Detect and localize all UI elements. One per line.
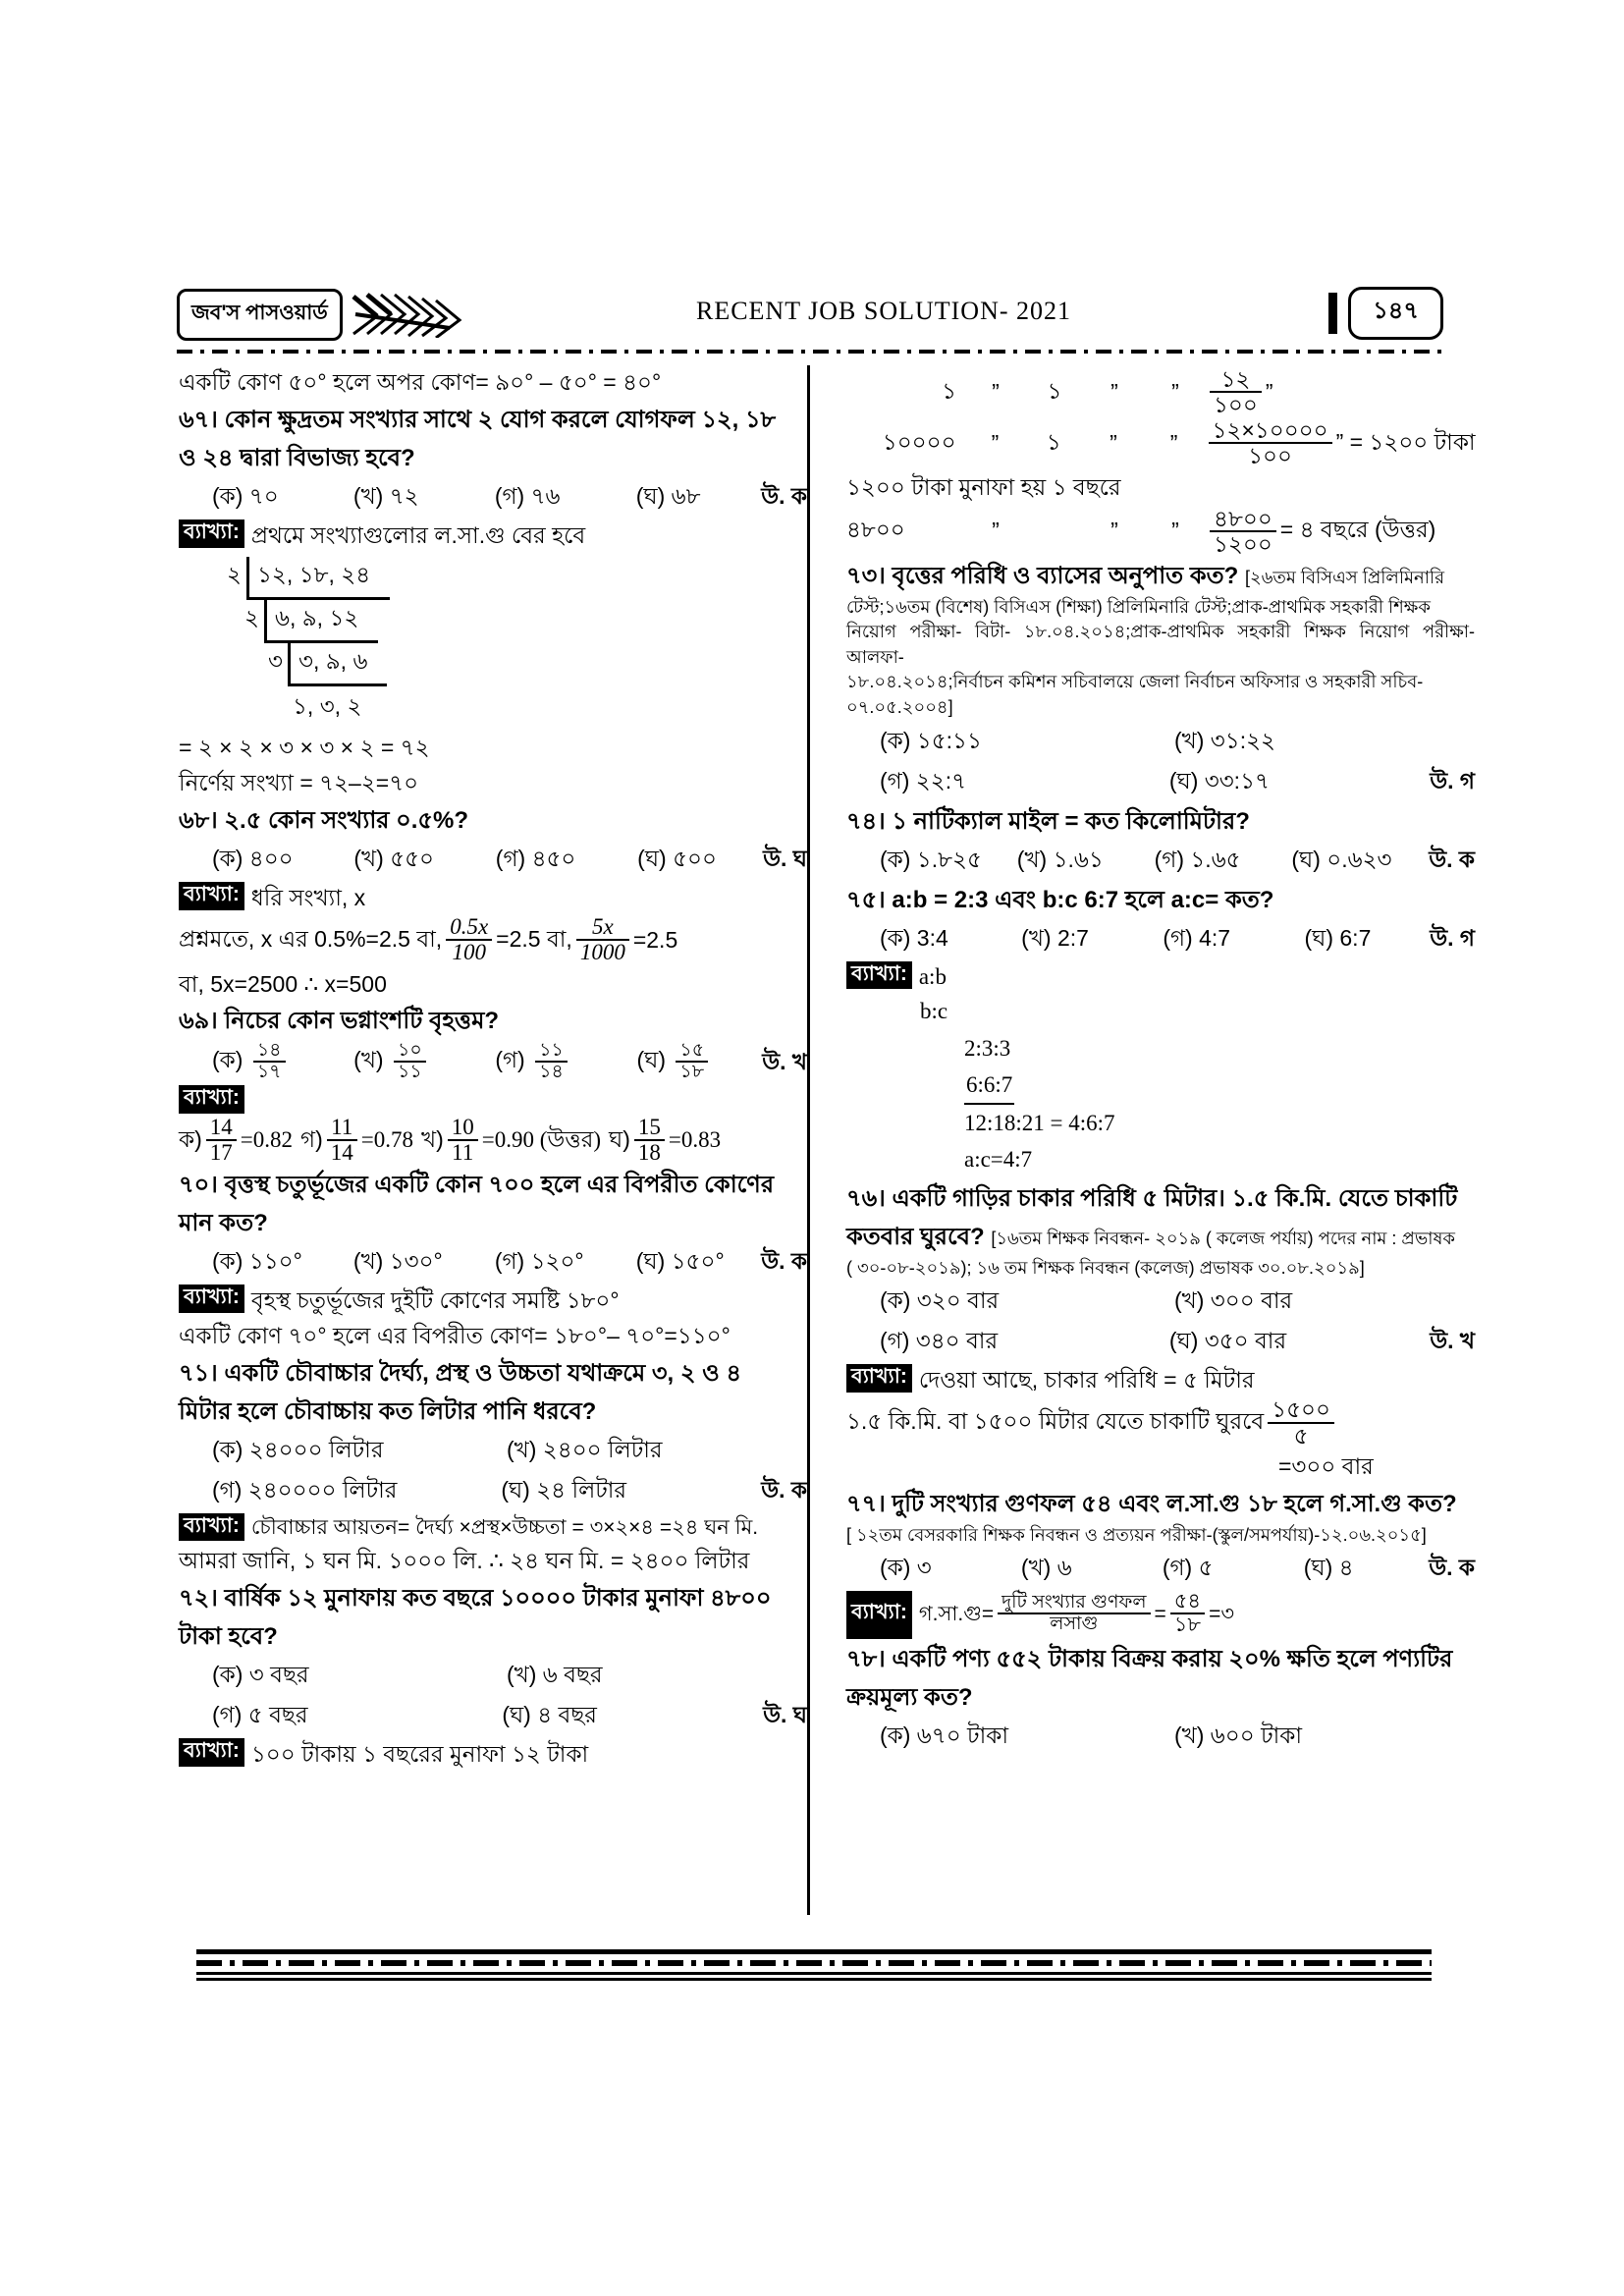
explanation-tag: ব্যাখ্যা: — [179, 1085, 244, 1114]
left-column — [179, 365, 807, 1917]
fraction-numerator: ১১ — [539, 1040, 564, 1062]
fraction-numerator: 11 — [331, 1115, 353, 1140]
answer-key: উ. ঘ — [763, 1701, 807, 1727]
question-68-explanation — [179, 882, 807, 913]
fraction-denominator: ১৮ — [676, 1061, 708, 1082]
explanation-tag: ব্যাখ্যা: — [179, 1738, 244, 1767]
question-70-work: একটি কোণ ৭০° হলে এর বিপরীত কোণ= ১৮০°– ৭০°=১১০° — [179, 1322, 731, 1348]
question-69-working — [179, 1116, 807, 1165]
question-73-title: ৭৩। বৃত্তের পরিধি ও ব্যাসের অনুপাত কত? — [846, 562, 1239, 589]
option-fraction — [253, 1041, 286, 1082]
amount: ৪৮০০ — [846, 517, 905, 543]
answer-key: উ. খ — [1430, 1328, 1475, 1354]
question-76-line1: ৭৬। একটি গাড়ির চাকার পরিধি ৫ মিটার। ১.৫ কি.মি. যেতে চাকাটি — [846, 1184, 1458, 1212]
question-77-text: ৭৭। দুটি সংখ্যার গুণফল ৫৪ এবং ল.সা.গু ১৮ হলে গ.সা.গু কত? — [846, 1490, 1457, 1517]
explanation-tag: ব্যাখ্যা: — [179, 882, 244, 910]
fraction-denominator: 14 — [327, 1139, 357, 1165]
option-gha[interactable]: (ঘ) ৩৫০ বার — [1168, 1328, 1287, 1354]
ratio-result: a:c=4:7 — [964, 1147, 1033, 1173]
proportion-row-4 — [846, 507, 1475, 556]
option-ka[interactable]: (ক) ৩ — [880, 1555, 932, 1581]
working-mid-2: =2.5 — [632, 926, 678, 953]
question-75 — [846, 883, 1475, 1178]
question-67-explanation — [179, 519, 807, 551]
explanation-tag: ব্যাখ্যা: — [846, 961, 912, 990]
footer-divider-dashed — [196, 1960, 1432, 1966]
work-label-kha: খ) — [420, 1125, 444, 1152]
question-75-options — [846, 920, 1475, 958]
column-divider — [807, 365, 810, 1915]
question-74-options — [846, 842, 1475, 880]
option-ga[interactable]: (গ) ১২০° — [494, 1248, 584, 1275]
question-77-citation: [ ১২তম বেসরকারি শিক্ষক নিবন্ধন ও প্রত্যয়ন পরীক্ষা-(স্কুল/সমপর্যায়)-১২.০৬.২০১৫] — [846, 1524, 1427, 1545]
work-value: =0.82 — [240, 1127, 293, 1153]
ditto-mark: ” — [1110, 429, 1117, 456]
work-label-gha: ঘ) — [609, 1125, 630, 1152]
ditto-mark: ” — [1110, 378, 1118, 405]
question-69-options — [179, 1041, 807, 1082]
question-73-citation-4: ১৮.০৪.২০১৪;নির্বাচন কমিশন সচিবালয়ে জেলা নির্বাচন অফিসার ও সহকারী সচিব- — [846, 672, 1424, 692]
explanation-text: প্রথমে সংখ্যাগুলোর ল.সা.গু বের হবে — [250, 521, 586, 548]
option-label: (গ) — [495, 1047, 525, 1073]
question-73-options-row2 — [846, 763, 1475, 801]
rotation-fraction — [1268, 1397, 1334, 1447]
option-fraction — [535, 1041, 568, 1082]
work-value: =0.90 (উত্তর) — [481, 1126, 602, 1152]
question-71-explanation — [179, 1513, 807, 1542]
question-76 — [846, 1181, 1475, 1484]
question-68-text: ৬৮। ২.৫ কোন সংখ্যার ০.৫%? — [179, 807, 469, 835]
question-69-explanation — [179, 1085, 807, 1114]
proportion-statement: ১২০০ টাকা মুনাফা হয় ১ বছরে — [846, 473, 1121, 500]
fraction-denominator: ১৪ — [535, 1061, 568, 1082]
question-78 — [846, 1642, 1475, 1756]
ditto-mark: ” — [1169, 429, 1178, 456]
option-ka[interactable]: (ক) ১.৮২৫ — [880, 846, 982, 872]
explanation-tag: ব্যাখ্যা: — [846, 1591, 912, 1639]
explanation-text: বৃহস্থ চতুর্ভূজের দুইটি কোণের সমষ্টি ১৮০° — [250, 1287, 620, 1314]
question-70 — [179, 1168, 807, 1352]
lcm-ladder — [179, 557, 807, 727]
ratio-label-ab: a:b — [918, 963, 947, 989]
page-number-marker — [1328, 293, 1337, 334]
value-fraction — [1170, 1591, 1205, 1636]
header-divider — [177, 350, 1448, 354]
option-label: (ক) — [212, 1047, 244, 1073]
option-ga[interactable]: (গ) ২৪০০০০ লিটার — [212, 1476, 398, 1503]
formula-fraction — [998, 1593, 1150, 1634]
option-ga[interactable]: (গ) ৭৬ — [494, 482, 561, 509]
fraction-numerator: ১৫ — [679, 1040, 705, 1062]
footer-divider-solid-bottom — [196, 1978, 1432, 1981]
question-67-line2: ও ২৪ দ্বারা বিভাজ্য হবে? — [179, 444, 415, 471]
fraction-denominator: 1000 — [576, 939, 629, 964]
lcm-row — [208, 557, 807, 600]
years: ১ — [1046, 428, 1061, 455]
question-68-final: বা, 5x=2500 ∴ x=500 — [179, 970, 387, 997]
question-76-working — [846, 1397, 1475, 1447]
fraction-numerator: 0.5x — [450, 914, 489, 940]
option-ga[interactable]: (গ) 4:7 — [1163, 924, 1231, 951]
question-76-title-2: কতবার ঘুরবে? — [846, 1223, 985, 1250]
work-value: =0.78 — [360, 1127, 413, 1153]
fraction-denominator: 100 — [446, 939, 492, 964]
explanation-text: দেওয়া আছে, চাকার পরিধি = ৫ মিটার — [918, 1367, 1255, 1394]
explanation-tag: ব্যাখ্যা: — [846, 1364, 912, 1393]
fraction-denominator: ১৭ — [253, 1061, 286, 1082]
option-label: (ঘ) — [636, 1047, 666, 1073]
option-gha[interactable]: (ঘ) ৪ — [1303, 1555, 1354, 1581]
option-ka[interactable] — [212, 1041, 353, 1082]
result-text: = ৪ বছরে (উত্তর) — [1279, 517, 1436, 543]
fraction-numerator: ৫৪ — [1173, 1590, 1202, 1613]
explanation-tag: ব্যাখ্যা: — [179, 1285, 244, 1313]
fraction-numerator: 15 — [637, 1115, 661, 1140]
fraction-denominator: 17 — [206, 1139, 237, 1165]
lcm-remainder: ১, ৩, ২ — [293, 693, 362, 720]
explanation-tag: ব্যাখ্যা: — [179, 1513, 244, 1542]
answer-key: উ. ক — [1429, 846, 1475, 872]
question-77-options — [846, 1550, 1475, 1588]
question-75-text: ৭৫। a:b = 2:3 এবং b:c 6:7 হলে a:c= কত? — [846, 886, 1274, 913]
hcf-label: গ.সা.গু= — [918, 1602, 995, 1625]
option-kha[interactable]: (খ) ৩১:২২ — [1174, 727, 1275, 753]
option-kha[interactable]: (খ) 2:7 — [1021, 924, 1089, 951]
option-ka[interactable]: (ক) ১১০° — [212, 1248, 302, 1275]
option-ga[interactable]: (গ) ২২:৭ — [880, 767, 967, 793]
work-label-ka: ক) — [179, 1125, 202, 1152]
ditto-mark: ” — [992, 378, 1000, 405]
fraction-denominator: লসাগু — [998, 1613, 1150, 1634]
decorative-scribble — [352, 291, 509, 338]
lcm-divisor: ৩ — [268, 648, 283, 675]
ratio-label-bc: b:c — [920, 998, 948, 1023]
profit-fraction — [1209, 418, 1332, 467]
question-72-line1: ৭২। বার্ষিক ১২ মুনাফায় কত বছরে ১০০০০ টাকার মুনাফা ৪৮০০ — [179, 1584, 772, 1612]
profit-fraction — [1210, 367, 1262, 416]
question-75-explanation — [846, 961, 1475, 993]
option-gha[interactable]: (ঘ) ১৫০° — [635, 1248, 725, 1275]
question-72-continuation — [846, 367, 1475, 556]
option-ka[interactable]: (ক) ৩২০ বার — [880, 1287, 1000, 1314]
years: ১ — [1047, 377, 1062, 404]
answer-key: উ. ক — [1429, 1555, 1476, 1581]
answer-key: উ. গ — [1430, 924, 1475, 951]
question-68-working — [179, 915, 807, 964]
question-73 — [846, 559, 1475, 801]
question-72 — [179, 1581, 807, 1770]
footer-divider-solid-mid — [196, 1972, 1432, 1975]
question-73-text — [846, 559, 1475, 594]
question-74 — [846, 804, 1475, 880]
option-kha[interactable]: (খ) ৭২ — [352, 482, 419, 509]
option-gha[interactable]: (ঘ) 6:7 — [1304, 924, 1372, 951]
option-gha[interactable]: (ঘ) ৩৩:১৭ — [1168, 767, 1270, 793]
header-title: RECENT JOB SOLUTION- 2021 — [695, 297, 1072, 325]
fraction-denominator: ১০০ — [1209, 442, 1332, 467]
equals-sign: = — [1154, 1602, 1166, 1625]
ditto-mark: ” — [1171, 378, 1179, 405]
work-fraction — [327, 1116, 357, 1165]
option-ga[interactable]: (গ) ১.৬৫ — [1154, 846, 1241, 872]
option-kha[interactable]: (খ) ২৪০০ লিটার — [507, 1436, 663, 1462]
question-76-options-row1 — [846, 1283, 1475, 1321]
question-78-line2: ক্রয়মূল্য কত? — [846, 1683, 973, 1711]
ditto-mark: ” — [1265, 378, 1273, 405]
lcm-row — [249, 643, 807, 686]
question-71 — [179, 1356, 807, 1578]
lcm-row — [226, 600, 807, 643]
question-76-result: =৩০০ বার — [1278, 1452, 1374, 1479]
answer-key: উ. খ — [762, 1049, 808, 1075]
question-67-line1: ৬৭। কোন ক্ষুদ্রতম সংখ্যার সাথে ২ যোগ করলে যোগফল ১২, ১৮ — [179, 406, 777, 433]
fraction-numerator: ১০ — [397, 1040, 422, 1062]
question-70-explanation — [179, 1285, 807, 1316]
ditto-mark: ” — [1110, 518, 1118, 544]
option-gha[interactable]: (ঘ) ২৪ লিটার — [501, 1476, 627, 1503]
question-73-citation-3: নিয়োগ পরীক্ষা- বিটা- ১৮.০৪.২০১৪;প্রাক-প্রাথমিক সহকারী শিক্ষক নিয়োগ পরীক্ষা- আলফা- — [846, 622, 1475, 667]
fraction-second — [576, 915, 629, 964]
question-71-work: আমরা জানি, ১ ঘন মি. ১০০০ লি. ∴ ২৪ ঘন মি. = ২৪০০ লিটার — [179, 1547, 750, 1573]
question-72-options-row1 — [179, 1657, 807, 1695]
option-ka[interactable]: (ক) 3:4 — [880, 924, 948, 951]
work-fraction — [206, 1116, 237, 1165]
fraction-denominator: ১২০০ — [1210, 530, 1276, 556]
question-71-options-row2 — [179, 1472, 807, 1510]
option-kha[interactable]: (খ) ১.৬১ — [1016, 846, 1104, 872]
carryover-line: একটি কোণ ৫০° হলে অপর কোণ= ৯০° – ৫০° = ৪০° — [179, 369, 662, 395]
brand-logo: জব'স পাসওয়ার্ড — [177, 289, 343, 341]
question-72-options-row2 — [179, 1697, 807, 1735]
hcf-formula — [919, 1591, 1234, 1636]
lcm-product: = ২ × ২ × ৩ × ৩ × ২ = ৭২ — [179, 735, 430, 761]
lcm-values: ১২, ১৮, ২৪ — [246, 557, 390, 600]
question-75-working — [846, 1030, 1475, 1178]
explanation-tag: ব্যাখ্যা: — [179, 519, 244, 548]
option-gha[interactable]: (ঘ) ৪ বছর — [502, 1701, 597, 1727]
option-kha[interactable]: (খ) ৬০০ টাকা — [1174, 1722, 1303, 1748]
question-77 — [846, 1487, 1475, 1639]
question-70-line2: মান কত? — [179, 1210, 268, 1237]
option-ga[interactable] — [495, 1041, 636, 1082]
explanation-text: চৌবাচ্চার আয়তন= দৈর্ঘ্য ×প্রস্থ×উচ্চতা = ৩×২×৪ =২৪ ঘন মি. — [250, 1515, 759, 1539]
fraction-denominator: ১৮ — [1170, 1613, 1205, 1636]
question-76-options-row2 — [846, 1323, 1475, 1361]
question-72-explanation — [179, 1738, 807, 1770]
fraction-numerator: 5x — [591, 914, 614, 940]
question-71-line2: মিটার হলে চৌবাচ্চায় কত লিটার পানি ধরবে? — [179, 1397, 597, 1425]
question-71-options-row1 — [179, 1432, 807, 1470]
question-68 — [179, 803, 807, 1001]
fraction-numerator: 14 — [209, 1115, 233, 1140]
question-69 — [179, 1004, 807, 1165]
years-fraction — [1210, 507, 1276, 556]
answer-key: উ. ক — [761, 1248, 808, 1275]
fraction-first — [446, 915, 492, 964]
fraction-numerator: ১৫০০ — [1272, 1396, 1330, 1423]
option-kha[interactable]: (খ) ৫৫০ — [353, 846, 435, 872]
option-label: (খ) — [353, 1047, 384, 1073]
page-number: ১৪৭ — [1348, 287, 1443, 340]
option-kha[interactable]: (খ) ৩০০ বার — [1174, 1287, 1293, 1314]
working-prefix: ১.৫ কি.মি. বা ১৫০০ মিটার যেতে চাকাটি ঘুরবে — [846, 1408, 1265, 1435]
question-69-text: ৬৯। নিচের কোন ভগ্নাংশটি বৃহত্তম? — [179, 1008, 500, 1035]
option-ka[interactable]: (ক) ২৪০০০ লিটার — [212, 1436, 384, 1462]
option-kha[interactable] — [353, 1041, 495, 1082]
work-fraction — [448, 1116, 478, 1165]
amount: ১০০০০ — [882, 428, 956, 455]
question-68-options — [179, 841, 807, 879]
work-fraction — [634, 1116, 665, 1165]
working-mid-1: =2.5 বা, — [496, 925, 572, 952]
question-73-citation-start: [২৬তম বিসিএস প্রিলিমিনারি — [1245, 567, 1445, 587]
question-70-options — [179, 1243, 807, 1282]
proportion-row-1 — [846, 367, 1475, 416]
option-kha[interactable]: (খ) ৬ বছর — [507, 1661, 603, 1687]
explanation-text: ধরি সংখ্যা, x — [250, 885, 366, 911]
question-70-line1: ৭০। বৃত্তস্থ চতুর্ভূজের একটি কোন ৭০০ হলে এর বিপরীত কোণের — [179, 1172, 775, 1199]
fraction-denominator: ৫ — [1268, 1422, 1334, 1448]
option-ka[interactable]: (ক) ১৫:১১ — [880, 727, 982, 753]
ratio-row-3: 12:18:21 = 4:6:7 — [964, 1111, 1115, 1136]
fraction-numerator: 10 — [451, 1115, 474, 1140]
option-gha[interactable]: (ঘ) ৫০০ — [637, 846, 717, 872]
page-header — [177, 283, 1453, 348]
fraction-denominator: ১১ — [394, 1061, 426, 1082]
answer-key: উ. ঘ — [763, 846, 808, 872]
ratio-row-1: 2:3:3 — [964, 1035, 1011, 1061]
question-72-line2: টাকা হবে? — [179, 1622, 278, 1650]
option-gha[interactable]: (ঘ) ০.৬২৩ — [1291, 846, 1392, 872]
answer-key: উ. ক — [761, 1476, 807, 1503]
result-text: ” = ১২০০ টাকা — [1335, 428, 1476, 455]
question-78-options-row1 — [846, 1718, 1475, 1756]
lcm-divisor: ২ — [244, 605, 259, 631]
fraction-numerator: দুটি সংখ্যার গুণফল — [1001, 1592, 1147, 1613]
footer-divider-solid-top — [196, 1949, 1432, 1954]
lcm-values: ৩, ৯, ৬ — [288, 643, 387, 686]
question-76-line2 — [846, 1220, 1475, 1255]
amount: ১ — [942, 377, 956, 404]
option-gha[interactable]: (ঘ) ৬৮ — [635, 482, 701, 509]
option-ga[interactable]: (গ) ৪৫০ — [495, 846, 576, 872]
fraction-numerator: ১২ — [1220, 366, 1251, 392]
fraction-denominator: ১০০ — [1210, 391, 1262, 416]
option-ga[interactable]: (গ) ৩৪০ বার — [880, 1328, 999, 1354]
lcm-result: নির্ণেয় সংখ্যা = ৭২–২=৭০ — [179, 770, 419, 796]
option-fraction — [676, 1041, 708, 1082]
option-ka[interactable]: (ক) ৬৭০ টাকা — [880, 1722, 1009, 1748]
option-fraction — [394, 1041, 426, 1082]
question-74-text: ৭৪। ১ নাটিক্যাল মাইল = কত কিলোমিটার? — [846, 807, 1250, 835]
option-ga[interactable]: (গ) ৫ বছর — [212, 1701, 308, 1727]
option-ga[interactable]: (গ) ৫ — [1162, 1555, 1214, 1581]
question-78-line1: ৭৮। একটি পণ্য ৫৫২ টাকায় বিক্রয় করায় ২০% ক্ষতি হলে পণ্যটির — [846, 1645, 1453, 1672]
question-76-explanation — [846, 1364, 1475, 1395]
work-value: =0.83 — [668, 1127, 722, 1153]
answer-key: উ. ক — [761, 482, 808, 509]
fraction-numerator: ৪৮০০ — [1214, 505, 1272, 531]
lcm-values: ৬, ৯, ১২ — [264, 600, 378, 643]
hcf-result: =৩ — [1209, 1602, 1234, 1625]
question-71-line1: ৭১। একটি চৌবাচ্চার দৈর্ঘ্য, প্রস্থ ও উচ্চতা যথাক্রমে ৩, ২ ও ৪ — [179, 1359, 742, 1387]
ratio-row-2 — [964, 1066, 1475, 1105]
question-77-explanation — [846, 1591, 1475, 1639]
option-kha[interactable]: (খ) ১৩০° — [352, 1248, 443, 1275]
option-ka[interactable]: (ক) ৭০ — [212, 482, 279, 509]
lcm-divisor: ২ — [227, 562, 242, 588]
ditto-mark: ” — [991, 429, 1000, 456]
question-67-options — [179, 478, 807, 517]
fraction-denominator: 11 — [448, 1139, 478, 1165]
option-ka[interactable]: (ক) ৩ বছর — [212, 1661, 309, 1687]
option-kha[interactable]: (খ) ৬ — [1020, 1555, 1072, 1581]
option-gha[interactable] — [636, 1041, 762, 1082]
ratio-row-2-value: 6:6:7 — [964, 1066, 1014, 1105]
question-73-citation-2: টেস্ট;১৬তম (বিশেষ) বিসিএস (শিক্ষা) প্রিলিমিনারি টেস্ট;প্রাক-প্রাথমিক সহকারী শিক্ষক — [846, 596, 1431, 617]
fraction-numerator: ১৪ — [256, 1040, 282, 1062]
explanation-text: ১০০ টাকায় ১ বছরের মুনাফা ১২ টাকা — [250, 1740, 589, 1767]
question-67 — [179, 403, 807, 800]
ditto-mark: ” — [1171, 518, 1179, 544]
fraction-denominator: 18 — [634, 1139, 665, 1165]
working-prefix: প্রশ্নমতে, x এর 0.5%=2.5 বা, — [179, 925, 443, 952]
answer-key: উ. গ — [1430, 767, 1475, 793]
question-76-citation-start: [১৬তম শিক্ষক নিবন্ধন- ২০১৯ ( কলেজ পর্যায়) পদের নাম : প্রভাষক — [991, 1228, 1455, 1248]
proportion-row-2 — [846, 418, 1475, 467]
fraction-numerator: ১২×১০০০০ — [1212, 417, 1328, 444]
work-label-ga: গ) — [300, 1125, 323, 1152]
ditto-mark: ” — [992, 518, 1000, 544]
right-column — [846, 365, 1475, 1917]
option-ka[interactable]: (ক) ৪০০ — [212, 846, 294, 872]
question-73-citation-5: ০৭.০৫.২০০৪] — [846, 696, 953, 717]
question-73-options-row1 — [846, 723, 1475, 761]
question-76-citation-2: ( ৩০-০৮-২০১৯); ১৬ তম শিক্ষক নিবন্ধন (কলেজ) প্রভাষক ৩০.০৮.২০১৯] — [846, 1257, 1365, 1278]
